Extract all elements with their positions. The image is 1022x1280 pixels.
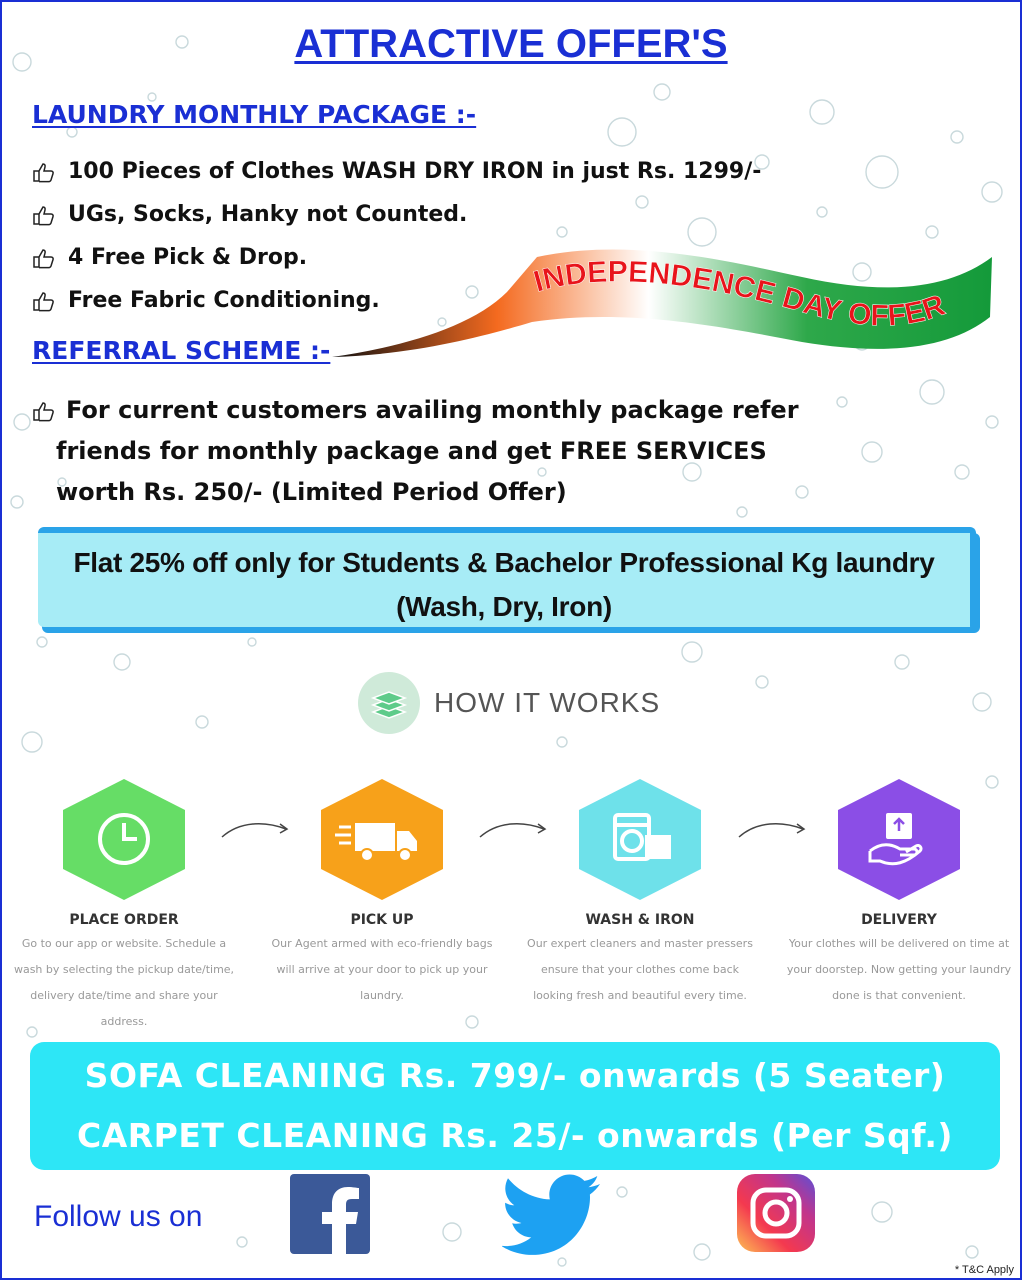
- bullet-text: Free Fabric Conditioning.: [68, 288, 380, 313]
- terms-note: * T&C Apply: [954, 1264, 1014, 1276]
- step-hexagon: [59, 777, 189, 902]
- bullet-text: UGs, Socks, Hanky not Counted.: [68, 202, 468, 227]
- banner-text: INDEPENDENCE DAY OFFER: [530, 255, 950, 333]
- sofa-cleaning-offer: SOFA CLEANING Rs. 799/- onwards (5 Seater): [84, 1056, 946, 1095]
- step-wash-iron: [515, 777, 765, 1009]
- twitter-icon[interactable]: [502, 1174, 602, 1256]
- step-hexagon: [575, 777, 705, 902]
- thumbs-up-icon: [32, 247, 56, 269]
- student-discount-box: [38, 527, 976, 627]
- thumbs-up-icon: [32, 204, 56, 226]
- bullet-text: 100 Pieces of Clothes WASH DRY IRON in just Rs. 1299/-: [68, 159, 762, 184]
- sofa-carpet-offer-box: [30, 1042, 1000, 1170]
- list-item: [32, 150, 852, 193]
- discount-subline: (Wash, Dry, Iron): [396, 591, 612, 622]
- referral-heading: REFERRAL SCHEME :-: [32, 336, 331, 365]
- referral-text: [32, 390, 852, 513]
- step-title: DELIVERY: [861, 912, 937, 928]
- step-title: WASH & IRON: [585, 912, 695, 928]
- step-pick-up: [257, 777, 507, 1009]
- list-item: [32, 193, 852, 236]
- follow-us-label: Follow us on: [34, 1200, 203, 1233]
- step-delivery: [774, 777, 1022, 1009]
- laundry-heading: LAUNDRY MONTHLY PACKAGE :-: [32, 100, 477, 129]
- facebook-icon[interactable]: [290, 1174, 370, 1254]
- list-item: [32, 390, 852, 431]
- thumbs-up-icon: [32, 290, 56, 312]
- step-title: PLACE ORDER: [69, 912, 179, 928]
- step-description: Your clothes will be delivered on time at your doorstep. Now getting your laundry done is that convenient.: [786, 937, 1012, 1002]
- how-it-works-label: HOW IT WORKS: [434, 687, 661, 718]
- step-hexagon: [834, 777, 964, 902]
- referral-line: worth Rs. 250/- (Limited Period Offer): [56, 478, 567, 506]
- step-title: PICK UP: [350, 912, 414, 928]
- step-description: Our expert cleaners and master pressers ensure that your clothes come back looking fresh and beautiful every time.: [527, 937, 753, 1002]
- referral-line: friends for monthly package and get FREE SERVICES: [56, 437, 767, 465]
- discount-line: Flat 25% off only for Students & Bachelor Professional Kg laundry: [73, 547, 935, 578]
- thumbs-up-icon: [32, 161, 56, 183]
- thumbs-up-icon: [32, 400, 56, 422]
- page-title: ATTRACTIVE OFFER'S: [294, 22, 728, 66]
- independence-day-banner: [332, 237, 1020, 372]
- step-description: Go to our app or website. Schedule a wash by selecting the pickup date/time, delivery date/time and share your address.: [13, 937, 235, 1028]
- bullet-text: 4 Free Pick & Drop.: [68, 245, 308, 270]
- step-place-order: [0, 777, 249, 1035]
- referral-line: For current customers availing monthly package refer: [66, 396, 799, 424]
- step-description: Our Agent armed with eco-friendly bags will arrive at your door to pick up your laundry.: [271, 937, 493, 1002]
- how-it-works-header: [358, 672, 660, 734]
- laundry-stack-icon: [358, 672, 420, 734]
- instagram-icon[interactable]: [737, 1174, 815, 1252]
- step-hexagon: [317, 777, 447, 902]
- carpet-cleaning-offer: CARPET CLEANING Rs. 25/- onwards (Per Sqf.): [77, 1116, 953, 1155]
